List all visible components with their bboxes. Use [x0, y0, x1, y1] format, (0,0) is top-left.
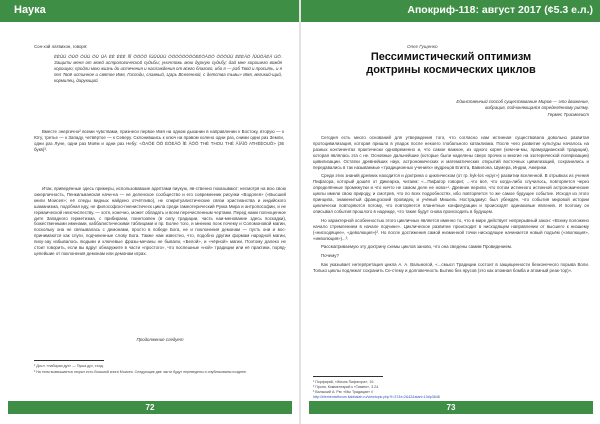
right-footnote-3: ³ Вальский А. Рю: «Мы Традиции» //	[313, 390, 374, 394]
left-paragraph-1	[34, 129, 284, 156]
right-para-1: Сегодня есть много оснований для утверждения того, что согласно нам истинная существовала довольно развитая протоцивилизация, которая пришла в упадок после некоего глобального катаклизма. После чего развитие культуры началось на разных континентах практически одновременно и, что самое важное, из одного корня (кем-ни-мы, прамуадианской традиции), которая являлась эта с не. Основные дальнейшие (которые были наделены сверх прочих и многие на эзотерической поляризации) цивилизации. Остатки древнейших наук, астрономических и математических открытий восточных цивилизаций, сохранились и передавались в так называемые «традиционных учениях» мудрецов Египта, Вавилона, Шумера, Индии, Америки.	[313, 135, 589, 170]
right-footnote-1: ¹ Порфирий, «Жизнь Пифагора», 19.	[313, 380, 375, 384]
left-para-2-text: Итак, приведённые здесь примеры, использовавшие адептами пиукую, яв-ственно показывают: несмотря на всю свою оккерличность, Пенкильванская начи-на — не деленское сообщество и его современник рисунки «Водолея» («Высшей книги Моисея»; её следы видных найдено отчётливо), не спиритуалистические связи христианства и индийского шаманизма, подобная иду, не философско-пненистическ цикла среди гамеотерический Рукка Мира и антропософии, и не гермаической неисчислеству. — хотя, конечно, может обладать и всем перечисленным чертами. Перед нами полноценное дите Западного герметизма, с прибираем, поинтоапен (в силу традиции, часть наи-менование здесь поскадки), божественными именами, каббалистическими таблицами и пр. Более того, и мнению поэк почему и Соломоновой магии, поскольку она не связывалась с демонами, просто в победе Бога, не и поклонения демонам — пусть они и вос-принимаются как слуги, подчиненные слову Бога. Также нам известно, что, подобно другим формам народной магии, пиху-зау избывалось людьми и ключевые фразы-мечаны не бывали, «Белой», и «чёрной» магии. Поэтому далеко не стоит говорить, если вы вдруг обнаружите в части «простого», что поспешные «ной» традиции или её практики, поряд-цепейшие от поклонения демонам или демонам играх.	[34, 186, 286, 256]
right-page	[300, 0, 600, 424]
article-author: Олег Гущенко	[407, 44, 438, 49]
right-para-5: Почему?	[321, 253, 339, 259]
quote-block: ĖĖŪŪ ŌŪŌ ŌŪŪ ŌŪ ŪĀ ĖĖ ĖĖĖ ĪĪĪ ŌŌŌŌ ĪŪŪŪŪŪ ŌŌŌŌŌŌŌŌĖĖŌĀŌŌ ŌŌŌŪŪ ĖĖĖĀŌ ĪŪŪŌĀĖĀ ŪŌ. Защити меня от моей астрологической судьбы; уничтожь мою дурную судьбу; дай мне хорошего вождя хорошую; продли мою жизнь до истечения и наслаждения от всего благого, ибо я — раб Твой и просить, и я пел Твоё истинное и святое Имя, Господи, славный, Царь Вселенной, с детства тьмы» Имя, великий-щий, кормилец, дарующий.	[54, 54, 282, 83]
right-para-6: Как указывает интерпретация цикла А. А. Вальмогой, «...смысл Традиции состоит в защищенности безконечного порыва Воли. Только циклы подлежат сохранить Се-стему и долговечность Бытию без ярусов (это как атомная бомба и атомный реак-тор)».	[313, 262, 589, 274]
left-para-1-text: Вместе энергично² всеми чувствами, признеси первое Имя на одном дыхании в направлении к Востоку, вторую — к Югу, третье — к Западу, четвёртое — к Северу. Склонившись к ключ на правом колено одни раз, сними одни раз Земли, одни раз Луне, одни раз Моём и одни раз Небу: «ŌAŌĖ ŌŌ ĖŌĖĀŌ ĪĖ ĀŌŌ THĖ THOU THĖ ĀĪĀĪŌ ATHĖĖOUŌ» (36 букв)³.	[34, 129, 284, 152]
left-footnote-2: ³ На этом возвышается открыт есть Восьмой книги Моисея. Следующие две части будут переведены и опубликованы позднее.	[34, 370, 247, 374]
right-para-3: Но характерной особенностью этого цикличных является именно то, что в мире действует непрерывный закон: «Всему положено начало стремлением в начале подчине». Циклическое развитие происходит в нисходящем направлении от высшего к низшему («нисходящее», «деволюция»)². Но после достижения самой низменной точки нисходящее начинается новый подъём («эволюция», «инволюция»)...³.	[313, 217, 589, 241]
left-author-line: Сон-хэй латвихон, говоря:	[34, 44, 88, 49]
footnote-link[interactable]: http://elementalforum.kabbalah.ru/viewtopic.php?f=37&t=2&42&start=10#p3648	[313, 395, 440, 399]
right-para-2: Среди этих знаний древних находится и доктрина о циклическом (от гр. kyk-los «круг») развитии вселенной. В отрывках из учения Пифагора, который дошёл от Дикеарха, читаем: «...Пифагор говорит, ...что всё, что когда-либо случилось, повторяется через определённые промежутки и что ничто не самом деле не ново»¹. Древние верили, что потом истинного истинной астрономические циклы имели свою природу, и смотрев, что по всех подробностях, ибо повторяется то же самое будущее событие. Исходя из этого принципа, знаменитый французский провидец и учёный Мишель Нострадамус был убеждён, что события мировой истории циклически повторяются потому, что повторяется планетные конфигурации и происходят одинаковые явления. И поэтому он описывал события прошлого в надежде, что такие будут снова происходить в будущем.	[313, 173, 589, 214]
continued-note: Продолжение следует	[136, 337, 184, 342]
right-footnote-divider	[313, 376, 383, 377]
left-header-bar	[0, 0, 300, 22]
right-page-number: 73	[309, 401, 593, 414]
epigraph-author: Гермес Трисмегист	[547, 111, 589, 117]
issue-title: Апокриф-118: август 2017 (¢5.3 е.л.)	[407, 4, 593, 16]
epigraph	[451, 99, 589, 117]
left-page-number: 72	[8, 401, 292, 414]
article-title-line-1: Пессимистический оптимизм	[370, 51, 532, 63]
article-title	[335, 51, 567, 76]
right-para-4: Рассматриваемую эту доктрину схемы циклов заново, что она сведены самим Провидением.	[321, 244, 513, 250]
footnote-divider	[34, 360, 104, 361]
article-title-line-2: доктрины космических циклов	[366, 63, 536, 76]
epigraph-text: Единственный способ существование Миров — это движение, вибрация, подчиняющаяся определённому ритму.	[456, 99, 589, 110]
left-footnote-1: ² Досл. «набирая дух» — Пуша дух, хъэд.	[34, 364, 104, 368]
section-title: Наука	[14, 4, 46, 16]
left-paragraph-2	[34, 186, 286, 260]
right-header-bar	[301, 0, 600, 22]
right-footnote-2: ² Проня, Комментарий к «Тимею», 3.24.	[313, 385, 380, 389]
right-body	[313, 135, 589, 277]
